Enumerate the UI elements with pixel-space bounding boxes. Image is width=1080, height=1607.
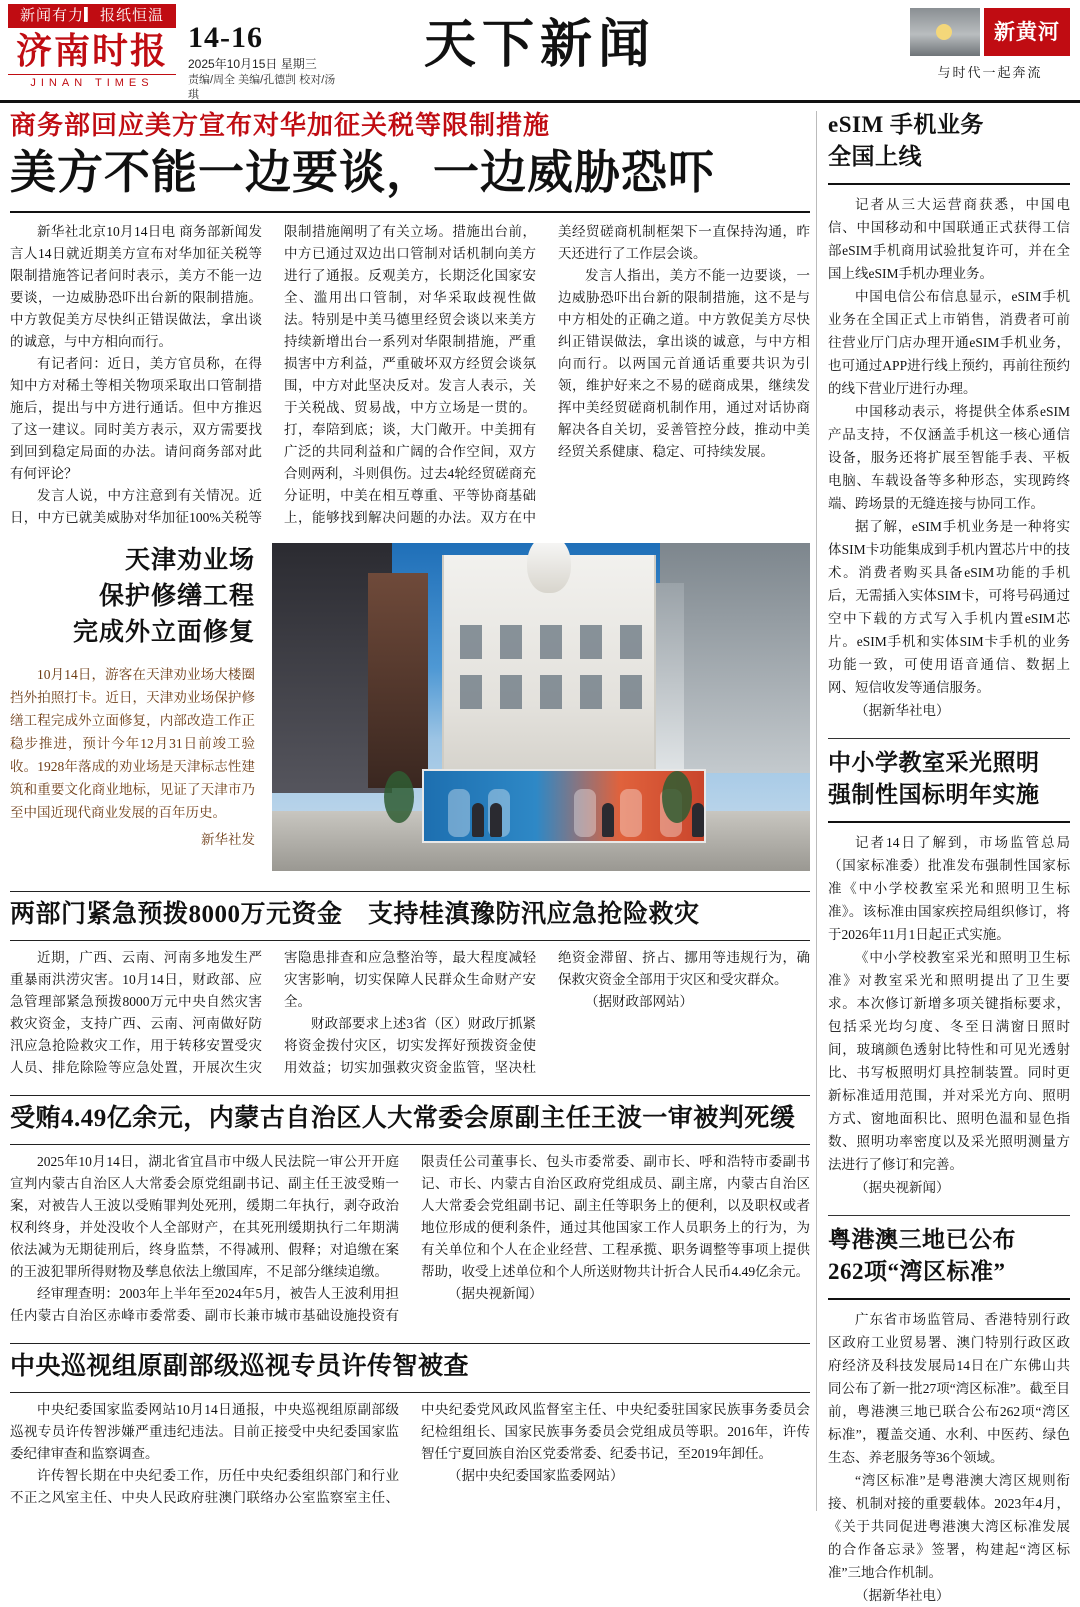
paragraph: 记者从三大运营商获悉，中国电信、中国移动和中国联通正式获得工信部eSIM手机商用试验批复许可，并在全国上线eSIM手机办理业务。: [828, 197, 1070, 281]
bay-area-story: [828, 1215, 1070, 1607]
wangbo-body: [10, 1151, 810, 1327]
paragraph: 经审理查明：2003年上半年至2024年5月，被告人王波利用担任内蒙古自治区赤峰市委常委、副市长兼市城市基础设施投资有限责任公司董事长、包头市委常委、副市长、呼和浩特市委副书记、市长、内蒙古自治区政府党组成员、副主席，内蒙古自治区人大常委会党组副书记、副主任等职务上的便利，以及职权或者地位形成的便利条件，通过其他国家工作人员职务上的行为，为有关单位和个人在企业经营、工程承揽、职务调整等事项上提供帮助，收受上述单位和个人所送财物共计折合人民币4.49亿余元。: [10, 1154, 810, 1323]
divider: [10, 211, 810, 213]
logo-tagline: 新闻有力▎报纸恒温: [8, 4, 176, 28]
xu-headline: 中央巡视组原副部级巡视专员许传智被查: [10, 1353, 470, 1380]
photo-credit: 新华社发: [201, 832, 255, 847]
paragraph: “湾区标准”是粤港澳大湾区规则衔接、机制对接的重要载体。2023年4月，《关于共同促进粤港澳大湾区标准发展的合作备忘录》签署，构建起“湾区标准”三地合作机制。: [828, 1473, 1070, 1580]
paragraph: 有记者问：近日，美方官员称，在得知中方对稀土等相关物项采取出口管制措施后，提出与中方进行通话。但中方推迟了这一建议。同时美方表示，双方需要找到回到稳定局面的办法。请问商务部对此有何评论？: [10, 356, 262, 481]
issue-credit: 责编/周全 美编/孔德剀 校对/汤琪: [188, 74, 336, 101]
photo-story: [10, 543, 810, 873]
divider: [828, 821, 1070, 823]
divider: [10, 891, 810, 892]
divider: [828, 183, 1070, 185]
right-column: [828, 109, 1070, 1607]
divider: [10, 1095, 810, 1096]
section-title: 天下新闻: [423, 17, 656, 74]
logo-subtitle: JINAN TIMES: [8, 74, 176, 91]
source-note: （据财政部网站）: [585, 994, 693, 1009]
divider: [10, 1144, 810, 1145]
paragraph: 记者14日了解到，市场监管总局（国家标准委）批准发布强制性国家标准《中小学校教室采光和照明卫生标准》。该标准由国家疾控局组织修订，将于2026年11月1日起正式实施。: [828, 835, 1070, 942]
paragraph: 发言人说，中方注意到有关情况。近日，中方已就美威胁对华加征100%关税等限制措施阐明了有关立场。措施出台前，中方已通过双边出口管制对话机制向美方进行了通报。反观美方，长期泛化国家安全、滥用出口管制，对华采取歧视性做法。特别是中美马德里经贸会谈以来美方持续新增出台一系列对华限制措施，严重损害中方利益，严重破坏双方经贸会谈氛围，中方对此坚决反对。发言人表示，关于关税战、贸易战，中方立场是一贯的。打，奉陪到底；谈，大门敞开。中美拥有广泛的共同利益和广阔的合作空间，双方合则两利，斗则俱伤。过去4轮经贸磋商充分证明，中美在相互尊重、平等协商基础上，能够找到解决问题的办法。双方在中美经贸磋商机制框架下一直保持沟通，昨天还进行了工作层会谈。: [10, 224, 810, 525]
source-note: （据中央纪委国家监委网站）: [448, 1468, 624, 1483]
source-note: （据新华社电）: [855, 703, 950, 718]
issue-date: 2025年10月15日 星期三: [188, 57, 317, 71]
building-left-2: [368, 573, 428, 788]
flood-headline: 两部门紧急预拨8000万元资金 支持桂滇豫防汛应急抢险救灾: [10, 901, 700, 928]
lead-body: [10, 221, 810, 529]
paragraph: 据了解，eSIM手机业务是一种将实体SIM卡功能集成到手机内置芯片中的技术。消费者购买具备eSIM功能的手机后，无需插入实体SIM卡，可将号码通过空中下载的方式写入手机内置eSIM芯片。eSIM手机和实体SIM卡手机的业务功能一致，可使用语音通信、数据上网、短信收发等通信服务。: [828, 519, 1070, 695]
paragraph: 2025年10月14日，湖北省宜昌市中级人民法院一审公开开庭宣判内蒙古自治区人大常委会原党组副书记、副主任王波受贿一案，对被告人王波以受贿罪判处死刑，缓期二年执行，剥夺政治权利终身，并处没收个人全部财产，在其死刑缓期执行二年期满依法减为无期徒刑后，终身监禁，不得减刑、假释；对追缴在案的王波犯罪所得财物及孳息依法上缴国库，不足部分继续追缴。: [10, 1154, 399, 1279]
paragraph: 《中小学校教室采光和照明卫生标准》对教室采光和照明提出了卫生要求。本次修订新增多项关键指标要求，包括采光均匀度、冬至日满窗日照时间，玻璃颜色透射比特性和可见光透射比、书写板照明灯具控制装置。同时更新标准适用范围，并对采光方向、照明方式、窗地面积比、照明色温和显色指数、照明功率密度以及采光照明测量方法进行了修订和完善。: [828, 950, 1070, 1172]
divider: [10, 940, 810, 941]
brand-block: [910, 8, 1070, 92]
lighting-headline-line: 中小学教室采光照明: [828, 750, 1040, 775]
logo-title: 济南时报: [15, 31, 168, 71]
lighting-story: [828, 738, 1070, 1199]
brand-slogan: 与时代一起奔流: [937, 65, 1043, 80]
photo-title-line: 完成外立面修复: [72, 619, 255, 646]
paragraph: 中国移动表示，将提供全体系eSIM产品支持，不仅涵盖手机这一核心通信设备，服务还将扩展至智能手表、平板电脑、车载设备等多种形态，实现跨终端、跨场景的无缝连接与协同工作。: [828, 404, 1070, 511]
paragraph: 许传智长期在中央纪委工作，历任中央纪委组织部门和行业不正之风室主任、中央人民政府驻澳门联络办公室监察室主任、中央纪委党风政风监督室主任、中央纪委驻国家民族事务委员会纪检组组长、国家民族事务委员会党组成员等职。2016年，许传智任宁夏回族自治区党委常委、纪委书记，至2019年卸任。: [10, 1402, 810, 1505]
building-dome: [527, 543, 571, 593]
divider: [10, 1343, 810, 1344]
paragraph: 财政部要求上述3省（区）财政厅抓紧将资金拨付灾区，切实发挥好预拨资金使用效益；切实加强救灾资金监管，坚决杜绝资金滞留、挤占、挪用等违规行为，确保救灾资金全部用于灾区和受灾群众。: [284, 950, 810, 1075]
paragraph: 中国电信公布信息显示，eSIM手机业务在全国正式上市销售，消费者可前往营业厅门店办理开通eSIM手机业务，也可通过APP进行线上预约，再前往预约的线下营业厅进行办理。: [828, 289, 1070, 396]
esim-story: [828, 109, 1070, 722]
paragraph: 近期，广西、云南、河南多地发生严重暴雨洪涝灾害。10月14日，财政部、应急管理部紧急预拨8000万元中央自然灾害救灾资金，支持广西、云南、河南做好防汛应急抢险救灾工作，用于转移安置受灾人员、排危除险等应急处置，开展次生灾害隐患排查和应急整治等，最大程度减轻灾害影响，切实保障人民群众生命财产安全。: [10, 950, 536, 1075]
esim-headline-line: 全国上线: [828, 144, 922, 169]
esim-headline-line: eSIM 手机业务: [828, 112, 984, 137]
paragraph: 新华社北京10月14日电 商务部新闻发言人14日就近期美方宣布对华加征关税等限制措施答记者问时表示，美方不能一边要谈，一边威胁恐吓出台新的限制措施。中方敦促美方尽快纠正错误做法，拿出谈的诚意，与中方相向而行。: [10, 224, 262, 349]
masthead: [0, 0, 1080, 103]
photo-caption-text: 10月14日，游客在天津劝业场大楼圈挡外拍照打卡。近日，天津劝业场保护修缮工程完成外立面修复，内部改造工作正稳步推进，预计今年12月31日前竣工验收。1928年落成的劝业场是天津标志性建筑和重要文化商业地标，见证了天津市乃至中国近现代商业发展的百年历史。: [10, 667, 255, 820]
wangbo-headline: 受贿4.49亿余元，内蒙古自治区人大常委会原副主任王波一审被判死缓: [10, 1105, 796, 1132]
flood-body: [10, 947, 810, 1079]
divider: [828, 1298, 1070, 1300]
main-column: [10, 109, 810, 1509]
lead-headline: 美方不能一边要谈，一边威胁恐吓: [10, 147, 715, 198]
lead-kicker: 商务部回应美方宣布对华加征关税等限制措施: [10, 111, 551, 140]
divider: [10, 1392, 810, 1393]
lighting-headline-line: 强制性国标明年实施: [828, 782, 1040, 807]
paragraph: 中央纪委国家监委网站10月14日通报，中央巡视组原副部级巡视专员许传智涉嫌严重违纪违法。目前正接受中央纪委国家监委纪律审查和监察调查。: [10, 1402, 399, 1461]
brand-photo-icon: [910, 8, 980, 56]
paragraph: 发言人指出，美方不能一边要谈，一边威胁恐吓出台新的限制措施，这不是与中方相处的正确之道。中方敦促美方尽快纠正错误做法，拿出谈的诚意，与中方相向而行。以两国元首通话重要共识为引领，维护好来之不易的磋商成果，继续发挥中美经贸磋商机制作用，通过对话协商解决各自关切，妥善管控分歧，推动中美经贸关系健康、稳定、可持续发展。: [558, 268, 810, 459]
source-note: （据央视新闻）: [855, 1180, 950, 1195]
column-divider: [816, 111, 817, 1511]
photo-title-line: 保护修缮工程: [98, 583, 255, 610]
bay-headline-line: 粤港澳三地已公布: [828, 1227, 1016, 1252]
photo-title-line: 天津劝业场: [124, 547, 255, 574]
street-photo: [272, 543, 810, 871]
photo-caption-block: [10, 543, 255, 851]
brand-name: 新黄河: [984, 8, 1070, 56]
divider: [828, 1215, 1070, 1216]
xu-body: [10, 1399, 810, 1509]
divider: [828, 738, 1070, 739]
page-number: 14-16: [188, 21, 263, 54]
bay-headline-line: 262项“湾区标准”: [828, 1259, 1006, 1284]
source-note: （据新华社电）: [855, 1588, 950, 1603]
source-note: （据央视新闻）: [448, 1286, 543, 1301]
paragraph: 广东省市场监管局、香港特别行政区政府工业贸易署、澳门特别行政区政府经济及科技发展局14日在广东佛山共同公布了新一批27项“湾区标准”。截至目前，粤港澳三地已联合公布262项“湾区标准”，覆盖交通、水利、中医药、绿色生态、养老服务等36个领域。: [828, 1312, 1070, 1465]
